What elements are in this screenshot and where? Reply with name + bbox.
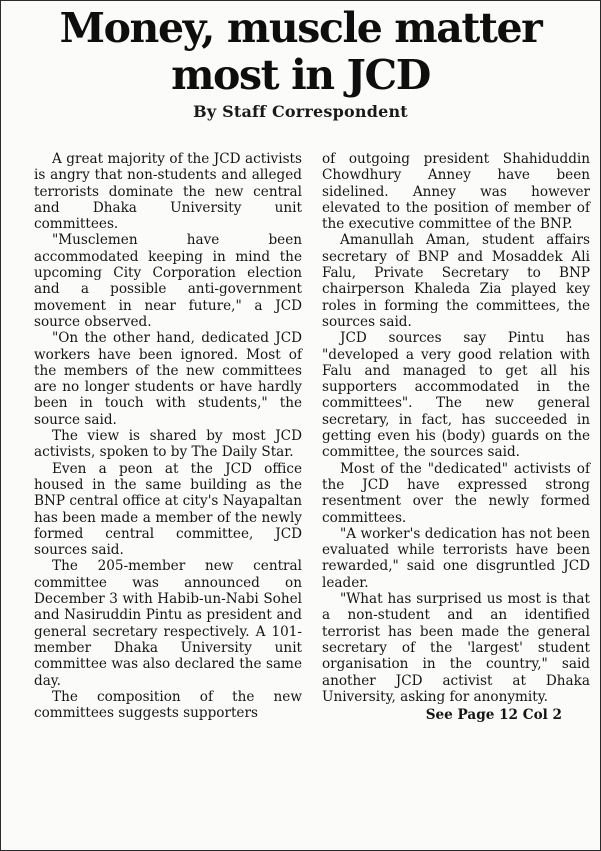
paragraph: "What has surprised us most is that a non-student and an identified terrorist has been made the general secretary of the 'largest' student organisation in the country," said another JCD activist at Dhaka University, asking for anonymity. xyxy=(322,591,590,705)
paragraph: "A worker's dedication has not been evaluated while terrorists have been rewarded," said one disgruntled JCD leader. xyxy=(322,525,590,591)
paragraph-continued: of outgoing president Shahiduddin Chowdhury Anney have been sidelined. Anney was however elevated to the position of member of the executive committee of the BNP. xyxy=(322,151,590,233)
column-right xyxy=(322,151,590,846)
paragraph: Amanullah Aman, student affairs secretary of BNP and Mosaddek Ali Falu, Private Secretary to BNP chairperson Khaleda Zia played key roles in forming the committees, the sources said. xyxy=(322,232,590,330)
column-left xyxy=(34,151,302,846)
headline-line-1: Money, muscle matter xyxy=(59,4,542,52)
paragraph: Most of the "dedicated" activists of the JCD have expressed strong resentment over the newly formed committees. xyxy=(322,460,590,526)
jump-line: See Page 12 Col 2 xyxy=(425,707,562,724)
byline: By Staff Correspondent xyxy=(193,102,408,121)
paragraph: The view is shared by most JCD activists, spoken to by The Daily Star. xyxy=(34,428,302,461)
headline xyxy=(1,1,600,99)
headline-line-2: most in JCD xyxy=(171,51,430,99)
paragraph: Even a peon at the JCD office housed in the same building as the BNP central office at city's Nayapaltan has been made a member of the newly formed central committee, JCD sources said. xyxy=(34,460,302,559)
paragraph: The composition of the new committees suggests supporters xyxy=(34,688,302,722)
paragraph: "On the other hand, dedicated JCD workers have been ignored. Most of the members of the new committees are no longer students or have hardly been in touch with students," the source said. xyxy=(34,330,302,428)
article-body xyxy=(34,151,590,846)
paragraph: A great majority of the JCD activists is angry that non-students and alleged terrorists dominate the new central and Dhaka University unit committees. xyxy=(34,151,302,233)
paragraph: JCD sources say Pintu has "developed a very good relation with Falu and managed to get all his supporters accommodated in the committees". The new general secretary, in fact, has succeeded in getting even his (body) guards on the committee, the sources said. xyxy=(322,330,590,461)
paragraph: The 205-member new central committee was announced on December 3 with Habib-un-Nabi Sohel and Nasiruddin Pintu as president and general secretary respectively. A 101-member Dhaka University unit committee was also declared the same day. xyxy=(34,558,302,689)
paragraph: "Musclemen have been accommodated keeping in mind the upcoming City Corporation election and a possible anti-government movement in near future," a JCD source observed. xyxy=(34,232,302,330)
